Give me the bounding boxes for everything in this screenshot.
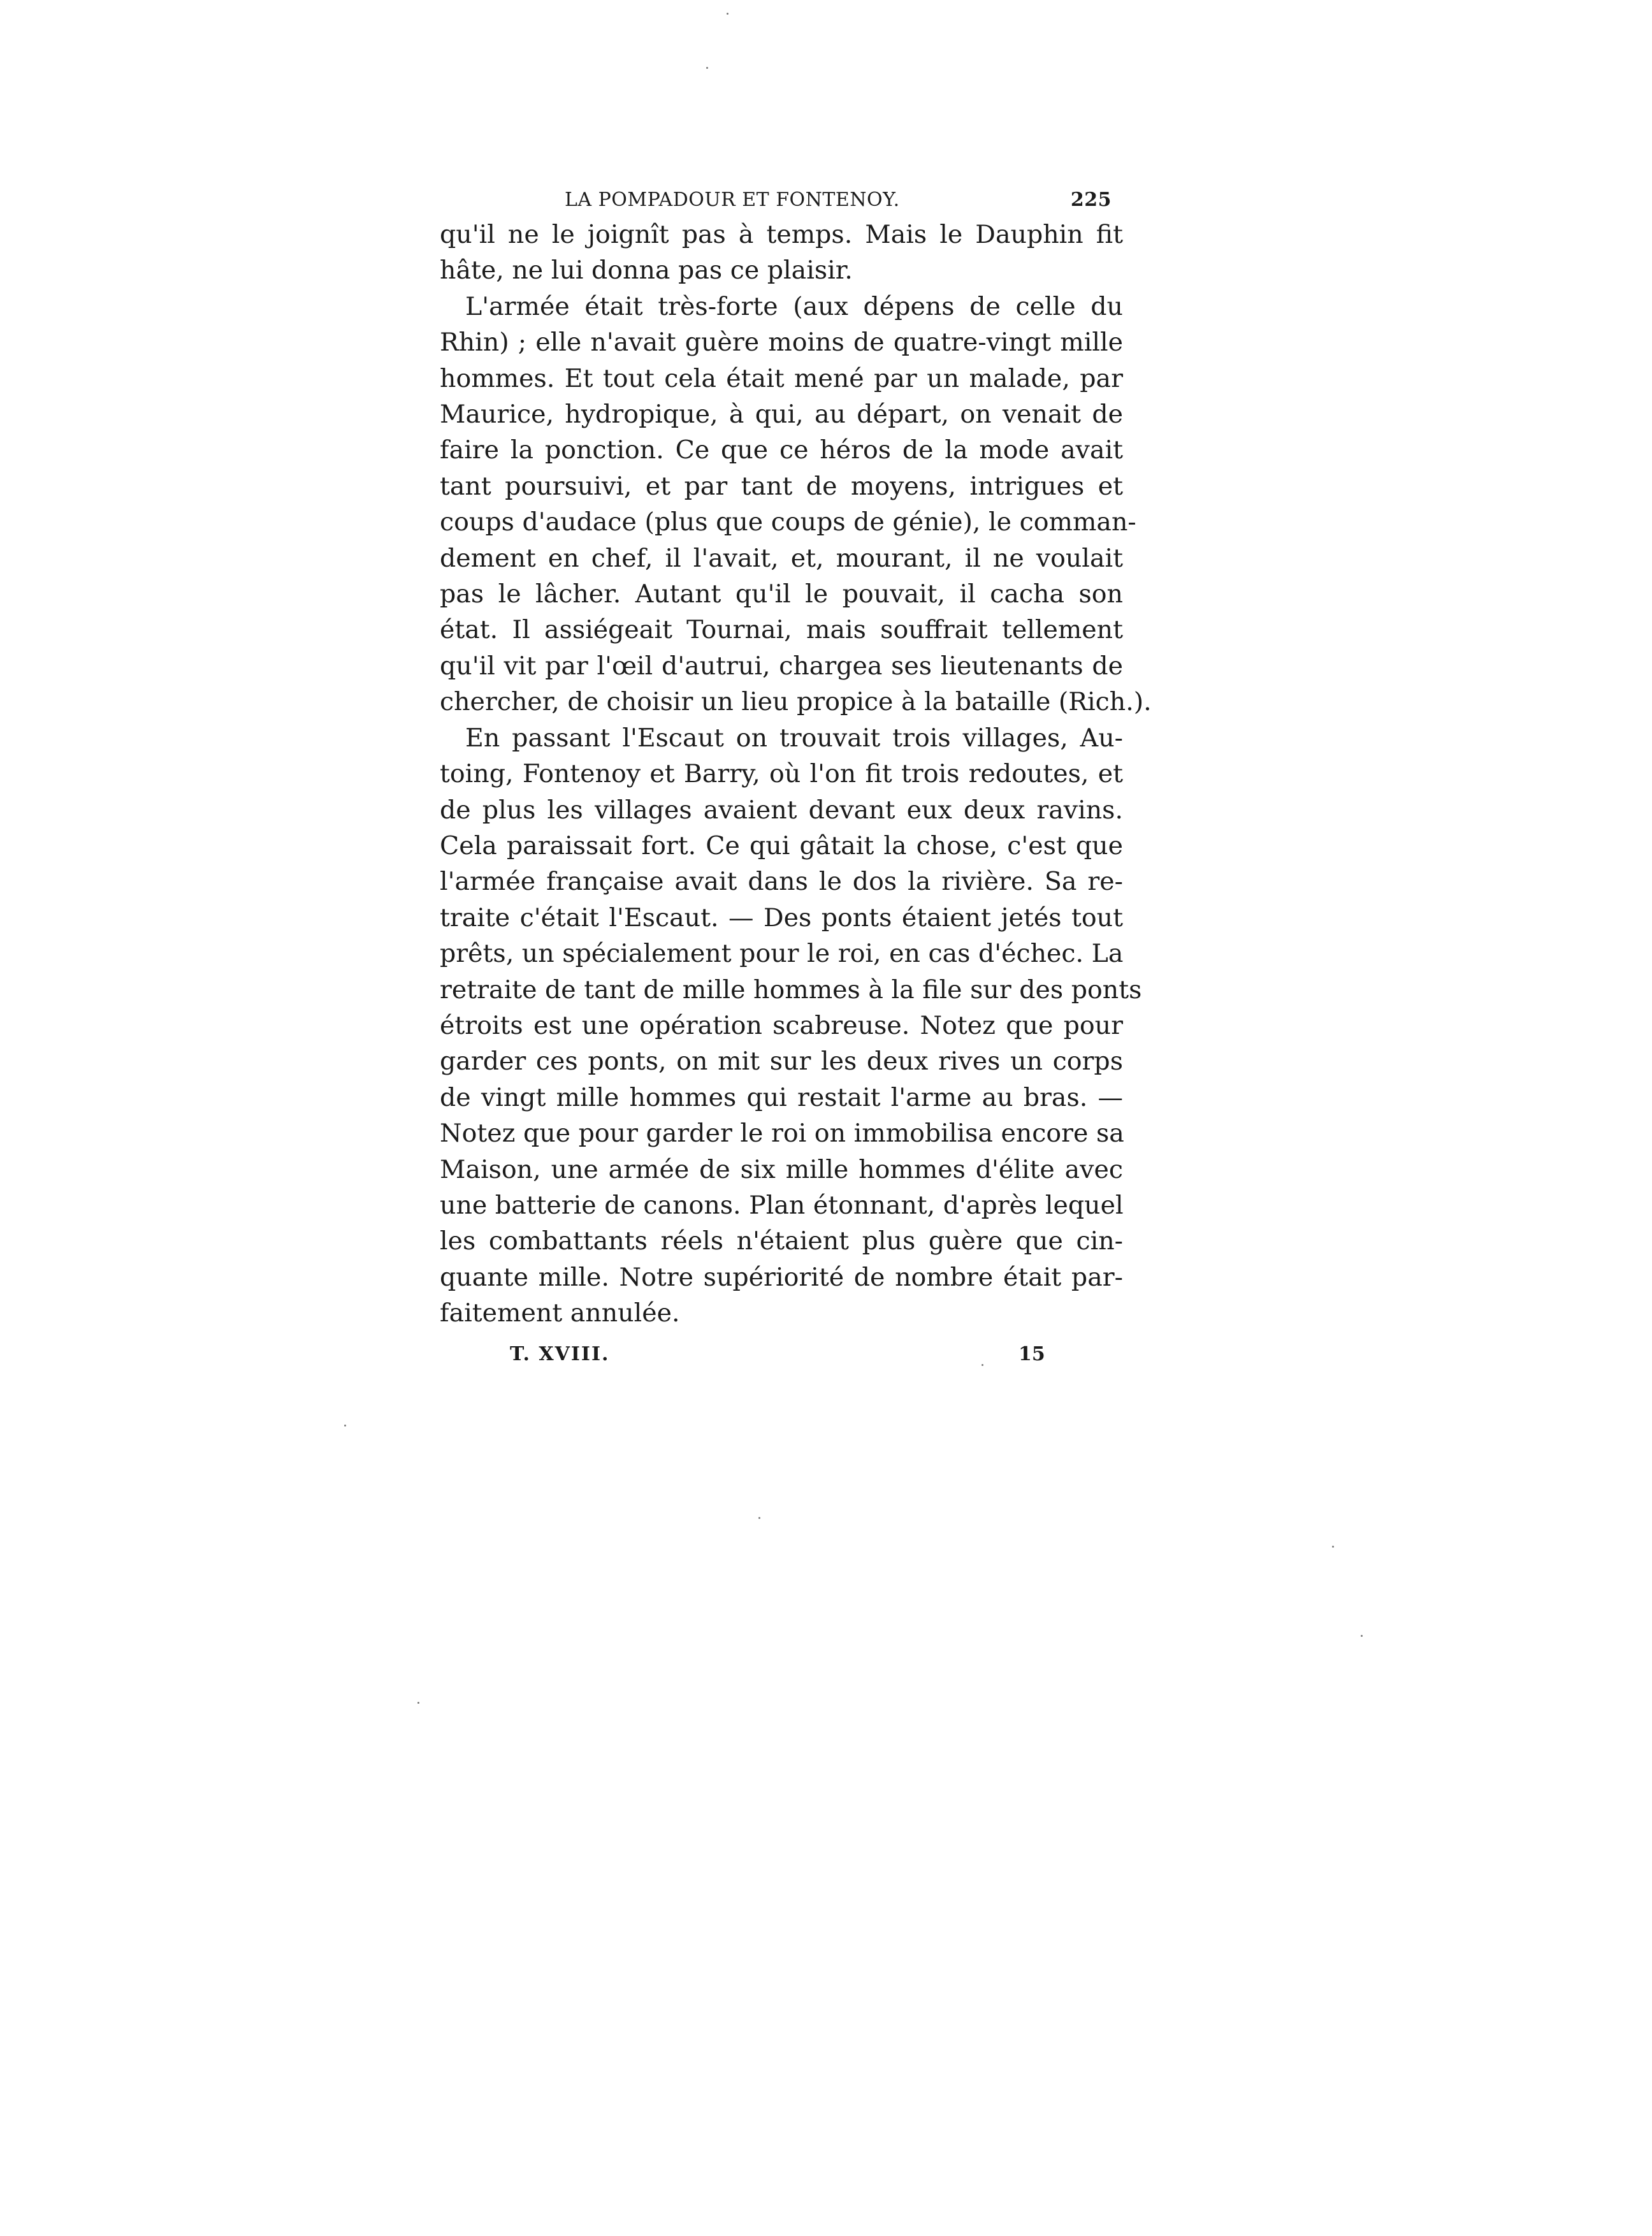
text-line: Rhin) ; elle n'avait guère moins de quatre-vingt mille [440,328,1123,358]
text-line: faitement annulée. [440,1298,680,1328]
page-text-block [440,185,1152,1375]
text-line: qu'il ne le joignît pas à temps. Mais le Dauphin fit [440,220,1123,249]
text-line: tant poursuivi, et par tant de moyens, intrigues et [440,471,1123,501]
text-line: L'armée était très-forte (aux dépens de celle du [465,291,1123,321]
body-text [440,217,1152,1332]
scan-speck [706,67,708,69]
text-line: Maison, une armée de six mille hommes d'élite avec [440,1154,1123,1184]
scan-speck [1361,1635,1363,1637]
scan-speck [727,13,728,15]
text-line: dement en chef, il l'avait, et, mourant, il ne voulait [440,543,1123,573]
text-line: hommes. Et tout cela était mené par un malade, par [440,363,1123,393]
text-line: chercher, de choisir un lieu propice à la bataille (Rich.). [440,687,1152,717]
text-line: hâte, ne lui donna pas ce plaisir. [440,256,853,286]
text-line: Notez que pour garder le roi on immobilisa encore sa [440,1119,1124,1149]
scan-speck [344,1425,346,1427]
volume-marker: T. XVIII. [510,1342,610,1365]
text-line: En passant l'Escaut on trouvait trois villages, Au- [465,723,1123,753]
text-line: pas le lâcher. Autant qu'il le pouvait, il cacha son [440,579,1123,609]
text-line: de plus les villages avaient devant eux deux ravins. [440,795,1123,825]
page-number: 225 [1070,189,1112,211]
text-line: une batterie de canons. Plan étonnant, d'après lequel [440,1190,1124,1220]
text-line: coups d'audace (plus que coups de génie), le comman- [440,507,1136,537]
text-line: quante mille. Notre supériorité de nombre était par- [440,1262,1123,1292]
text-line: prêts, un spécialement pour le roi, en cas d'échec. La [440,939,1124,969]
scan-speck [417,1702,419,1704]
text-line: étroits est une opération scabreuse. Notez que pour [440,1010,1123,1040]
text-line: qu'il vit par l'œil d'autrui, chargea ses lieutenants de [440,651,1123,681]
running-title: LA POMPADOUR ET FONTENOY. [565,189,900,211]
text-line: Cela paraissait fort. Ce qui gâtait la chose, c'est que [440,831,1123,860]
text-line: état. Il assiégeait Tournai, mais souffrait tellement [440,615,1123,645]
page-footer [440,1343,1123,1375]
text-line: toing, Fontenoy et Barry, où l'on fit trois redoutes, et [440,759,1123,789]
signature-mark: 15 [1018,1342,1045,1365]
text-line: faire la ponction. Ce que ce héros de la mode avait [440,435,1123,465]
scan-speck [758,1517,760,1519]
scan-speck [982,1364,983,1366]
text-line: retraite de tant de mille hommes à la file sur des ponts [440,975,1142,1005]
paragraph-3 [440,720,1142,1332]
text-line: traite c'était l'Escaut. — Des ponts étaient jetés tout [440,903,1123,933]
text-line: l'armée française avait dans le dos la rivière. Sa re- [440,867,1123,897]
running-header [440,185,1123,217]
text-line: Maurice, hydropique, à qui, au départ, on venait de [440,400,1123,430]
paragraph-2 [440,289,1152,720]
text-line: de vingt mille hommes qui restait l'arme au bras. — [440,1082,1123,1112]
text-line: garder ces ponts, on mit sur les deux rives un corps [440,1047,1123,1077]
scan-speck [1332,1546,1334,1548]
paragraph-1 [440,217,1123,289]
text-line: les combattants réels n'étaient plus guère que cin- [440,1226,1123,1256]
